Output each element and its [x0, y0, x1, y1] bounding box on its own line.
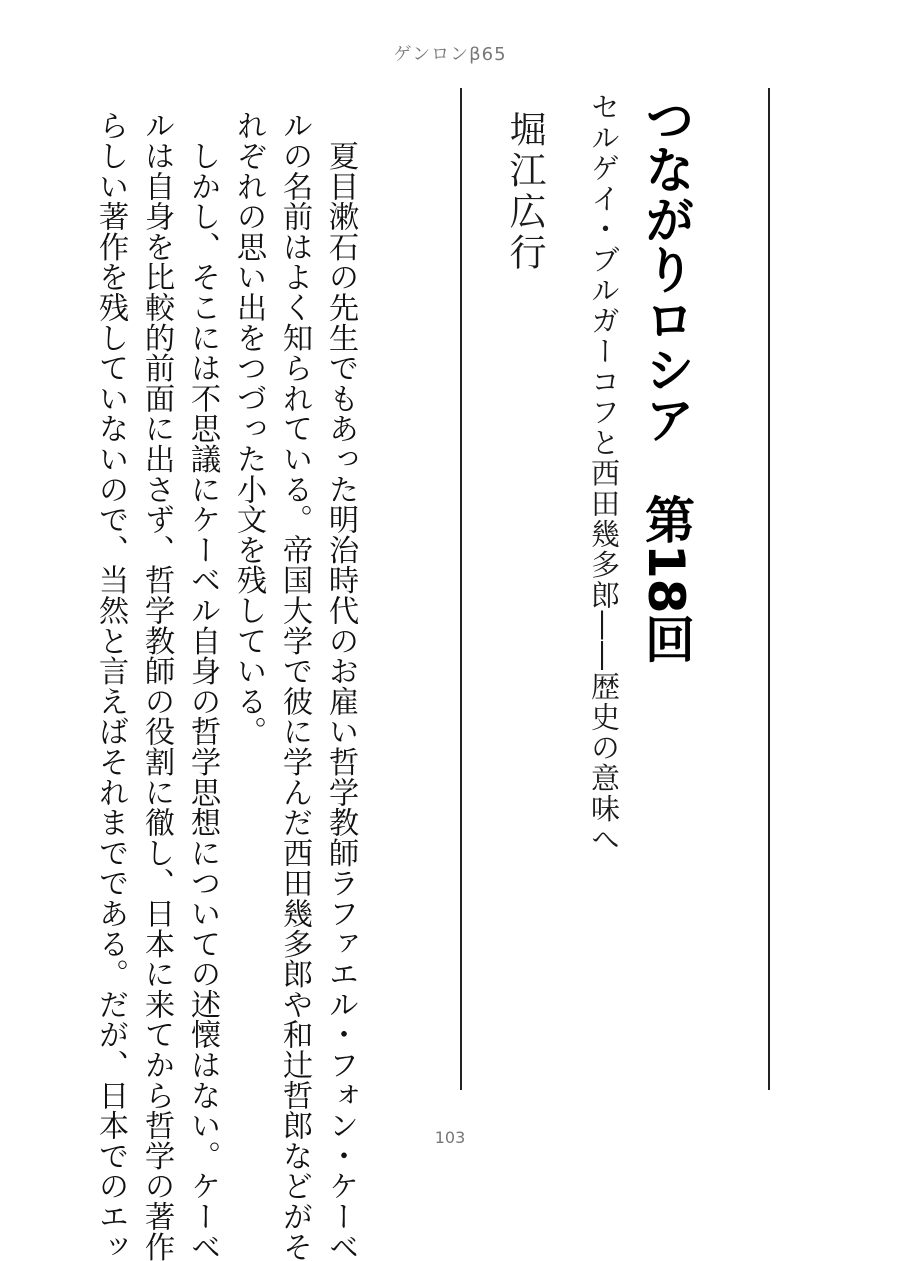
body-line: しかし、そこには不思議にケーベル自身の哲学思想についての述懐はない。ケーベ	[185, 110, 220, 1261]
body-line: ルは自身を比較的前面に出さず、哲学教師の役割に徹し、日本に来てから哲学の著作	[139, 110, 174, 1261]
body-line: 夏目漱石の先生でもあった明治時代のお雇い哲学教師ラファエル・フォン・ケーベ	[323, 110, 358, 1261]
running-head: ゲンロンβ65	[393, 44, 507, 65]
body-line: らしい著作を残していないので、当然と言えばそれまでである。だが、日本でのエッ	[93, 110, 128, 1261]
left-divider-rule	[460, 88, 462, 1090]
author-name: 堀江広行	[503, 110, 546, 274]
body-line: れぞれの思い出をつづった小文を残している。	[231, 110, 266, 747]
right-divider-rule	[768, 88, 770, 1090]
article-title: つながりロシア 第18回	[637, 94, 695, 664]
article-subtitle: セルゲイ・ブルガーコフと西田幾多郎――歴史の意味へ	[587, 92, 621, 855]
page-number: 103	[434, 1128, 466, 1147]
body-line: ルの名前はよく知られている。帝国大学で彼に学んだ西田幾多郎や和辻哲郎などがそ	[277, 110, 312, 1261]
